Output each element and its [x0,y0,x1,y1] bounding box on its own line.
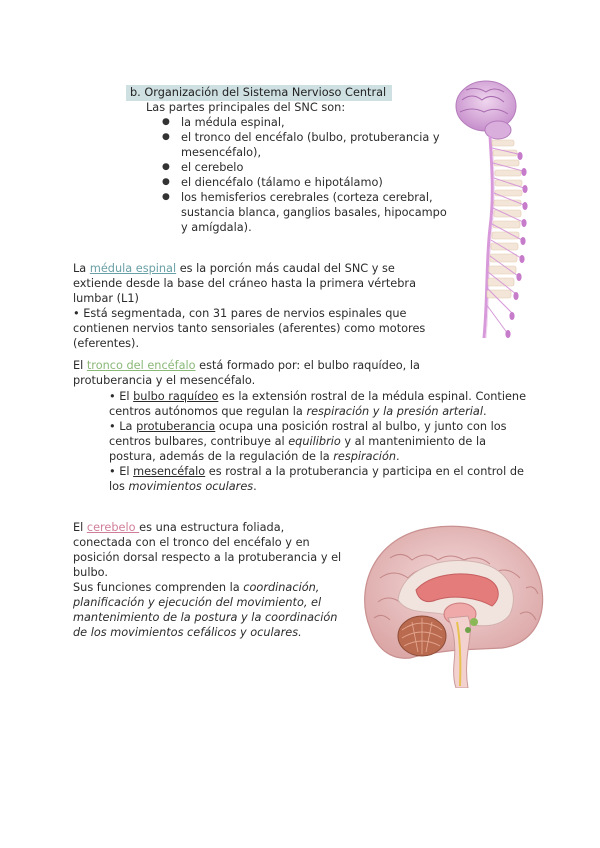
bulbo-term: bulbo raquídeo [133,390,219,403]
mesencefalo-bullet [109,464,531,494]
emphasis: coordinación, planificación y ejecución del movimiento, el mantenimiento de la postura y la coordinación de los movimientos cefálicos y oculares. [73,581,338,639]
section-intro: Las partes principales del SNC son: [146,101,346,114]
text: • El [109,465,134,478]
text: La [73,262,90,275]
medula-link[interactable]: médula espinal [89,262,177,275]
text: es la porción más caudal del SNC y se extiende desde la base del cráneo hasta la primera vértebra lumbar (L1) [73,262,416,305]
protuberancia-bullet [109,419,531,464]
medula-bullet: • Está segmentada, con 31 pares de nervios espinales que contienen nervios tanto sensoriales (aferentes) como motores (eferentes). [73,307,426,350]
text: El [73,521,87,534]
emphasis: respiración [333,450,397,463]
tronco-bullets [109,389,531,494]
text: ocupa una posición rostral al bulbo, y junto con los centros bulbares, contribuye al [109,420,507,448]
text: • El [109,390,134,403]
protuberancia-term: protuberancia [136,420,216,433]
text: es una estructura foliada, conectada con el tronco del encéfalo y en posición dorsal respecto a la protuberancia y el bulbo. [73,521,342,579]
tronco-paragraph [73,358,445,388]
spinal-cord-illustration [448,78,538,348]
list-item: ● los hemisferios cerebrales (corteza cerebral, sustancia blanca, ganglios basales, hipocampo y amígdala). [162,190,452,235]
list-item: ● el tronco del encéfalo (bulbo, protuberancia y mesencéfalo), [162,130,452,160]
tronco-link[interactable]: tronco del encéfalo [86,359,196,372]
text: El [73,359,87,372]
cerebelo-paragraph [73,520,345,640]
brain-sagittal-illustration [350,518,550,688]
emphasis: movimientos oculares [128,480,254,493]
text: . [396,450,400,463]
text: es la extensión rostral de la médula espinal. Contiene centros autónomos que regulan la [109,390,527,418]
list-item: ● el diencéfalo (tálamo e hipotálamo) [162,175,452,190]
text: • La [109,420,137,433]
text: . [253,480,257,493]
list-item: ● la médula espinal, [162,115,452,130]
mesencefalo-term: mesencéfalo [133,465,206,478]
emphasis: respiración y la presión arterial [306,405,483,418]
cerebelo-link[interactable]: cerebelo [86,521,140,534]
text: Sus funciones comprenden la [73,581,244,594]
text: está formado por: el bulbo raquídeo, la protuberancia y el mesencéfalo. [73,359,420,387]
text: es rostral a la protuberancia y participa en el control de los [109,465,524,493]
list-item: ● el cerebelo [162,160,452,175]
text: . [482,405,487,418]
snc-parts-list [162,115,452,235]
section-heading: b. Organización del Sistema Nervioso Central [126,85,392,101]
medula-paragraph [73,261,435,306]
bulbo-bullet [109,389,531,419]
text: y al mantenimiento de la postura, además de la regulación de la [109,435,487,463]
emphasis: equilibrio [288,435,341,448]
